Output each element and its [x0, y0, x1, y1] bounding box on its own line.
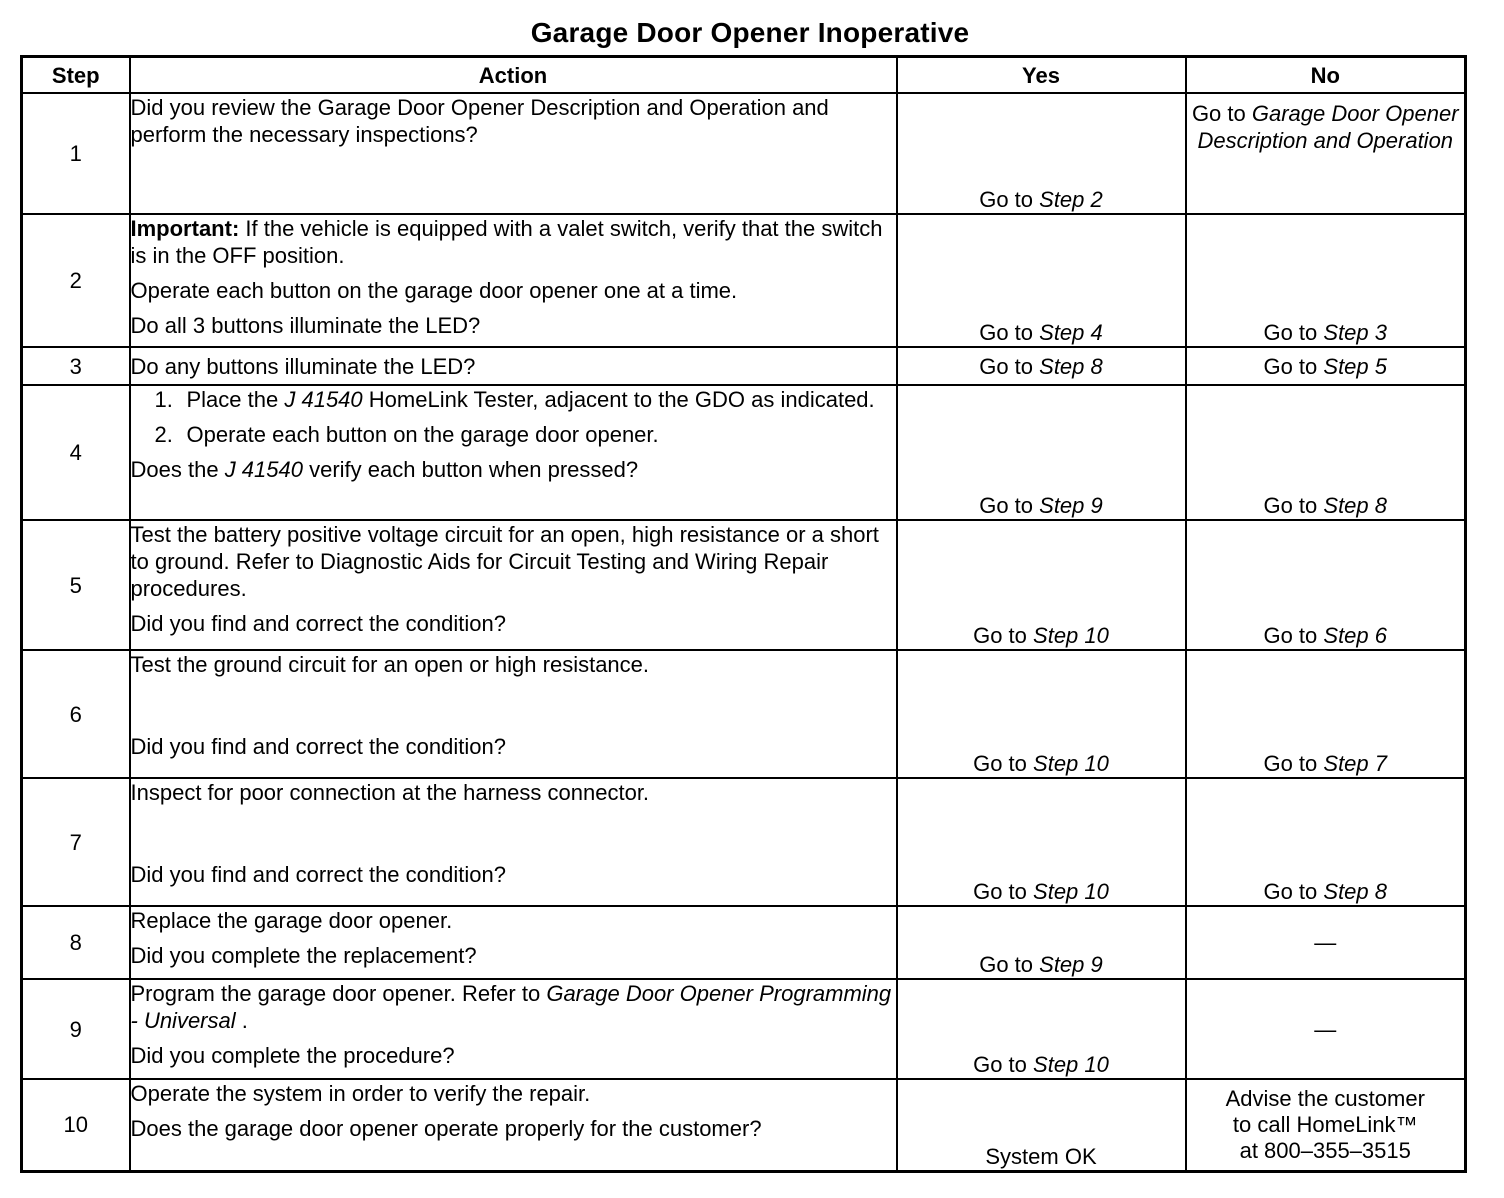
step-word: Step: [1033, 623, 1079, 648]
action-text: Test the battery positive voltage circuit for an open, high resistance or a short to ground. Refer to Diagnostic Aids for Circuit Testing and Wiring Repair procedures.: [130, 522, 879, 601]
yes-step-ref: 10: [1084, 623, 1109, 648]
header-step: Step: [22, 57, 130, 94]
step-number: 3: [22, 347, 130, 385]
step-word: Step: [1323, 879, 1369, 904]
step-word: Step: [1323, 320, 1369, 345]
advice-line: to call HomeLink™: [1232, 1111, 1418, 1137]
no-step-ref: 7: [1374, 751, 1388, 776]
no-cell: [1186, 214, 1466, 347]
step-word: Step: [1039, 187, 1085, 212]
table-row: [22, 650, 1466, 778]
action-text: Operate the system in order to verify the repair.: [130, 1081, 591, 1106]
action-cell: [130, 385, 897, 520]
header-row: [22, 57, 1466, 94]
action-text-part: Program the garage door opener. Refer to: [130, 981, 541, 1006]
tool-reference: J 41540: [284, 387, 363, 412]
yes-cell: [897, 906, 1186, 979]
yes-step-ref: 2: [1090, 187, 1103, 212]
action-question: Do all 3 buttons illuminate the LED?: [130, 313, 481, 338]
action-text-part: .: [241, 1008, 248, 1033]
no-step-ref: 6: [1374, 623, 1388, 648]
diagnostic-table: [20, 55, 1467, 1173]
action-cell: [130, 778, 897, 906]
go-to-label: Go to: [1191, 101, 1246, 126]
go-to-label: Go to: [1263, 879, 1318, 904]
step-word: Step: [1323, 623, 1369, 648]
yes-cell: [897, 214, 1186, 347]
action-question: Did you complete the replacement?: [130, 943, 477, 968]
step-number: 4: [22, 385, 130, 520]
step-number: 7: [22, 778, 130, 906]
procedure-reference: Garage Door Opener Programming - Universal: [130, 981, 892, 1033]
go-to-label: Go to: [973, 1052, 1027, 1077]
action-question: Did you find and correct the condition?: [130, 734, 506, 759]
no-dash: —: [1314, 1016, 1337, 1042]
table-row: [22, 93, 1466, 214]
yes-step-ref: 9: [1090, 952, 1103, 977]
yes-step-ref: 10: [1084, 751, 1109, 776]
question-text: verify each button when pressed?: [309, 457, 639, 482]
step-word: Step: [1323, 353, 1369, 379]
go-to-label: Go to: [973, 623, 1027, 648]
step-word: Step: [1033, 751, 1079, 776]
step-number: 6: [22, 650, 130, 778]
advice-line: Advise the customer: [1225, 1085, 1425, 1111]
table-row: [22, 347, 1466, 385]
table-row: [22, 520, 1466, 650]
header-action: Action: [130, 57, 897, 94]
go-to-label: Go to: [979, 187, 1034, 212]
action-cell: [130, 347, 897, 385]
yes-cell: [897, 778, 1186, 906]
important-label: Important:: [130, 216, 240, 241]
question-text: Does the: [130, 457, 219, 482]
step-word: Step: [1039, 320, 1085, 345]
no-cell: [1186, 778, 1466, 906]
step-number: 10: [22, 1079, 130, 1171]
yes-cell: [897, 650, 1186, 778]
no-cell: [1186, 520, 1466, 650]
result-text: System OK: [985, 1143, 1097, 1169]
action-cell: [130, 1079, 897, 1171]
action-text: [131, 980, 896, 1034]
list-text: HomeLink Tester, adjacent to the GDO as indicated.: [368, 387, 875, 412]
no-reference: Garage Door Opener Description and Operation: [1197, 101, 1459, 153]
no-step-ref: 8: [1374, 493, 1388, 518]
table-row: [22, 979, 1466, 1079]
no-cell: [1186, 347, 1466, 385]
yes-step-ref: 8: [1090, 353, 1103, 379]
advice-line: at 800–355–3515: [1239, 1137, 1411, 1163]
step-word: Step: [1033, 879, 1079, 904]
go-to-label: Go to: [1263, 353, 1318, 379]
step-word: Step: [1323, 493, 1369, 518]
action-cell: [130, 520, 897, 650]
header-no: No: [1186, 57, 1466, 94]
no-dash: —: [1314, 930, 1337, 955]
important-note: [131, 215, 896, 269]
header-yes: Yes: [897, 57, 1186, 94]
go-to-label: Go to: [973, 751, 1027, 776]
action-text: Replace the garage door opener.: [130, 908, 453, 933]
step-number: 9: [22, 979, 130, 1079]
step-word: Step: [1323, 751, 1369, 776]
no-cell: [1186, 385, 1466, 520]
step-word: Step: [1033, 1052, 1079, 1077]
no-cell: [1186, 93, 1466, 214]
action-cell: [130, 979, 897, 1079]
step-number: 2: [22, 214, 130, 347]
yes-cell: [897, 385, 1186, 520]
action-question: Does the garage door opener operate properly for the customer?: [130, 1116, 762, 1141]
yes-step-ref: 10: [1084, 879, 1109, 904]
yes-cell: [897, 979, 1186, 1079]
table-row: [22, 1079, 1466, 1171]
table-row: [22, 385, 1466, 520]
action-text: Operate each button on the garage door opener one at a time.: [130, 278, 738, 303]
step-number: 1: [22, 93, 130, 214]
list-number: 2.: [154, 422, 173, 447]
yes-step-ref: 10: [1084, 1052, 1109, 1077]
yes-cell: [897, 520, 1186, 650]
go-to-label: Go to: [1263, 493, 1318, 518]
no-cell: [1186, 979, 1466, 1079]
list-item: [131, 386, 896, 413]
action-text: Inspect for poor connection at the harness connector.: [130, 780, 650, 805]
table-row: [22, 214, 1466, 347]
step-word: Step: [1039, 493, 1085, 518]
table-row: [22, 906, 1466, 979]
no-step-ref: 3: [1374, 320, 1388, 345]
yes-step-ref: 9: [1090, 493, 1103, 518]
go-to-label: Go to: [979, 353, 1034, 379]
yes-cell: [897, 93, 1186, 214]
go-to-label: Go to: [979, 493, 1034, 518]
go-to-label: Go to: [1263, 623, 1318, 648]
go-to-label: Go to: [1263, 751, 1318, 776]
yes-cell: [897, 347, 1186, 385]
step-word: Step: [1039, 353, 1085, 379]
action-text: Did you review the Garage Door Opener Description and Operation and perform the necessary inspections?: [130, 95, 829, 147]
go-to-label: Go to: [979, 952, 1034, 977]
list-text: Operate each button on the garage door opener.: [186, 422, 659, 447]
step-number: 8: [22, 906, 130, 979]
action-text: Test the ground circuit for an open or high resistance.: [130, 652, 650, 677]
action-question: [131, 456, 896, 483]
tool-reference: J 41540: [224, 457, 303, 482]
action-question: Did you find and correct the condition?: [130, 611, 506, 636]
action-question: Do any buttons illuminate the LED?: [130, 353, 476, 379]
list-text: Place the: [186, 387, 279, 412]
page-title: Garage Door Opener Inoperative: [530, 17, 970, 48]
table-row: [22, 778, 1466, 906]
go-to-label: Go to: [979, 320, 1034, 345]
step-number: 5: [22, 520, 130, 650]
yes-cell: [897, 1079, 1186, 1171]
action-cell: [130, 650, 897, 778]
step-word: Step: [1039, 952, 1085, 977]
no-step-ref: 8: [1374, 879, 1388, 904]
no-cell: [1186, 906, 1466, 979]
action-cell: [130, 93, 897, 214]
yes-step-ref: 4: [1090, 320, 1103, 345]
action-question: Did you complete the procedure?: [130, 1043, 455, 1068]
no-cell: [1186, 1079, 1466, 1171]
important-text: If the vehicle is equipped with a valet switch, verify that the switch is in the OFF position.: [130, 216, 883, 268]
action-question: Did you find and correct the condition?: [130, 862, 506, 887]
go-to-label: Go to: [973, 879, 1027, 904]
no-step-ref: 5: [1374, 353, 1388, 379]
action-cell: [130, 906, 897, 979]
list-item: [131, 421, 896, 448]
no-cell: [1186, 650, 1466, 778]
go-to-label: Go to: [1263, 320, 1318, 345]
action-cell: [130, 214, 897, 347]
list-number: 1.: [154, 387, 173, 412]
